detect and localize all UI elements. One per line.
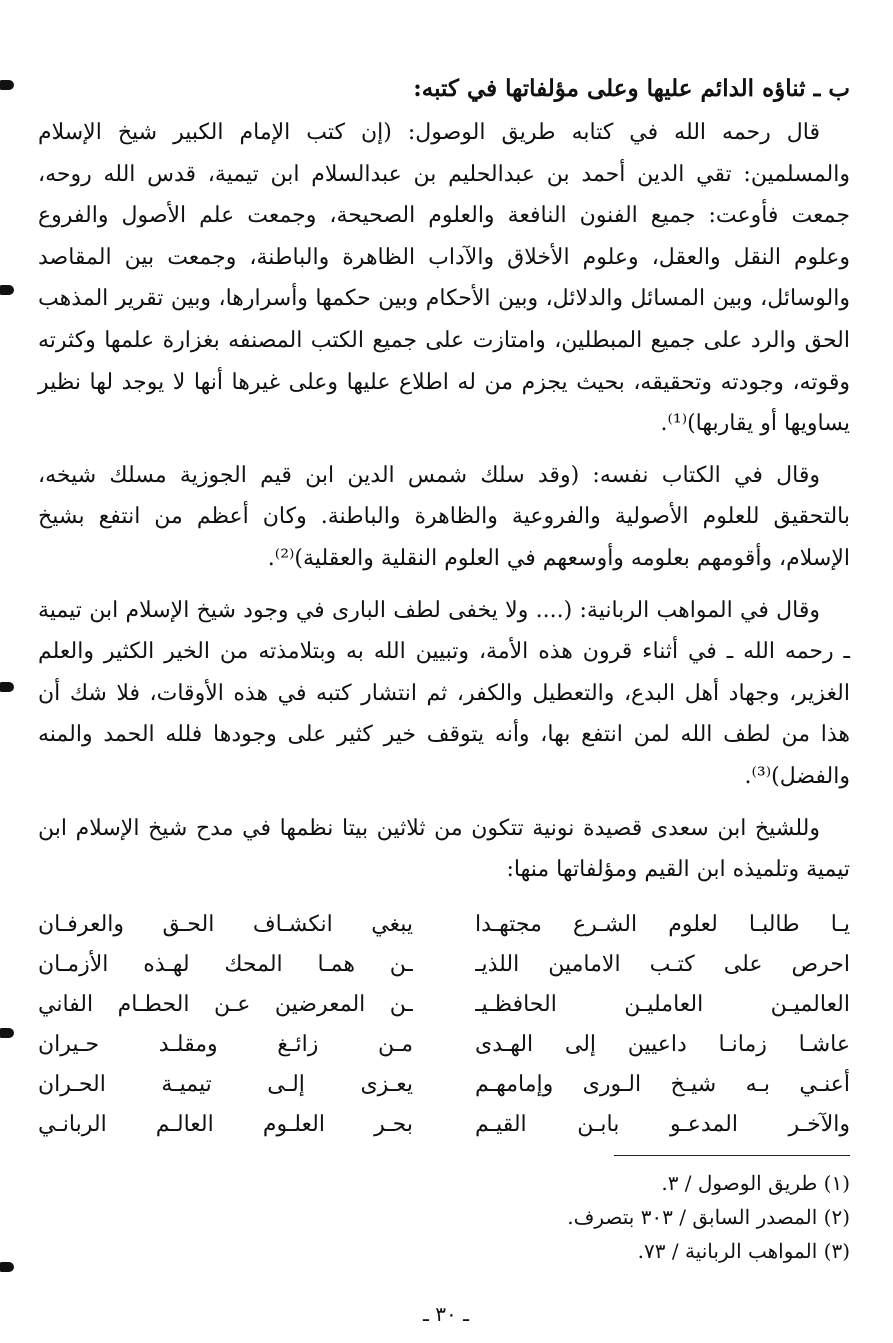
section-heading: ب ـ ثناؤه الدائم عليها وعلى مؤلفاتها في كتبه:	[413, 75, 850, 102]
poem-second-hemistich: ـن همـا المحك لهـذه الأزمـان	[38, 951, 413, 977]
poem-first-hemistich: أعنـي بـه شيـخ الـورى وإمامهـم	[475, 1071, 850, 1097]
paragraph-mawahib: وقال في المواهب الربانية: (.... ولا يخفى لطف البارى في وجود شيخ الإسلام ابن تيمية ـ رحمه الله ـ في أثناء قرون هذه الأمة، وتبيين الله به وبتلامذته من الخير الكثير والعلم الغزير، وجهاد أهل البدع، والتعطيل والكفر، ثم انتشار كتبه في هذه الأوقات، فلا شك أن هذا من لطف الله لمن انتفع بها، وأنه يتوقف خير كثير على وجودها فلله الحمد والمنه والفضل)⁽³⁾.	[38, 597, 850, 789]
poem-first-hemistich: والآخـر المدعـو بابـن القيـم	[475, 1111, 850, 1137]
scan-edge-mark	[0, 682, 14, 692]
footnote-3: (٣) المواهب الربانية / ٧٣.	[637, 1239, 850, 1263]
poem-first-hemistich: العالميـن العامليـن الحافظـيـ	[475, 991, 850, 1017]
poem-first-hemistich: احرص على كتـب الامامين اللذيـ	[475, 951, 850, 977]
page-body	[38, 72, 850, 1145]
poem-verse	[38, 1105, 850, 1145]
poem-verse	[38, 945, 850, 985]
paragraph-ibn-qayyim: وقال في الكتاب نفسه: (وقد سلك شمس الدين ابن قيم الجوزية مسلك شيخه، بالتحقيق للعلوم الأصولية والفروعية والظاهرة والباطنة. وكان أعظم من انتفع بشيخ الإسلام، وأقومهم بعلومه وأوسعهم في العلوم النقلية والعقلية)⁽²⁾.	[38, 462, 850, 571]
poem-second-hemistich: ـن المعرضين عـن الحطـام الفاني	[38, 991, 413, 1017]
poem-second-hemistich: بحـر العلـوم العالـم الربانـي	[38, 1111, 413, 1137]
poem-verse	[38, 1065, 850, 1105]
paragraph-poem-intro: وللشيخ ابن سعدى قصيدة نونية تتكون من ثلاثين بيتا نظمها في مدح شيخ الإسلام ابن تيمية وتلميذه ابن القيم ومؤلفاتها منها:	[38, 815, 850, 883]
footnote-2: (٢) المصدر السابق / ٣٠٣ بتصرف.	[567, 1205, 850, 1229]
poem	[38, 905, 850, 1145]
poem-verse	[38, 1025, 850, 1065]
poem-second-hemistich: مـن زائـغ ومقلـد حـيران	[38, 1031, 413, 1057]
scan-edge-mark	[0, 285, 14, 295]
poem-first-hemistich: عاشـا زمانـا داعيين إلى الهـدى	[475, 1031, 850, 1057]
poem-second-hemistich: يبغي انكشـاف الحـق والعرفـان	[38, 911, 413, 937]
footnotes	[400, 1166, 850, 1268]
footnote-separator	[614, 1155, 850, 1156]
poem-first-hemistich: يـا طالبـا لعلوم الشـرع مجتهـدا	[475, 911, 850, 937]
scan-edge-mark	[0, 1028, 14, 1038]
page-number: ـ ٣٠ ـ	[423, 1302, 469, 1326]
scan-edge-mark	[0, 1262, 14, 1272]
footnote-1: (١) طريق الوصول / ٣.	[661, 1171, 850, 1195]
poem-verse	[38, 905, 850, 945]
scan-edge-mark	[0, 80, 14, 90]
paragraph-tariq-alwusul: قال رحمه الله في كتابه طريق الوصول: (إن كتب الإمام الكبير شيخ الإسلام والمسلمين: تقي الدين أحمد بن عبدالحليم بن عبدالسلام ابن تيمية، قدس الله روحه، جمعت فأوعت: جميع الفنون النافعة والعلوم الصحيحة، وجمعت علم الأصول والفروع وعلوم النقل والعقل، وعلوم الأخلاق والآداب الظاهرة والباطنة، وجمعت بين المقاصد والوسائل، وبين المسائل والدلائل، وبين الأحكام وبين حكمها وأسرارها، وبين تقرير المذهب الحق والرد على جميع المبطلين، وامتازت على جميع الكتب المصنفه بغزارة علمها وكثرته وقوته، وجودته وتحقيقه، بحيث يجزم من له اطلاع عليها وعلى غيرها أنها لا يوجد لها نظير يساويها أو يقاربها)⁽¹⁾.	[38, 120, 850, 437]
poem-verse	[38, 985, 850, 1025]
poem-second-hemistich: يعـزى إلـى تيميـة الحـران	[38, 1071, 413, 1097]
